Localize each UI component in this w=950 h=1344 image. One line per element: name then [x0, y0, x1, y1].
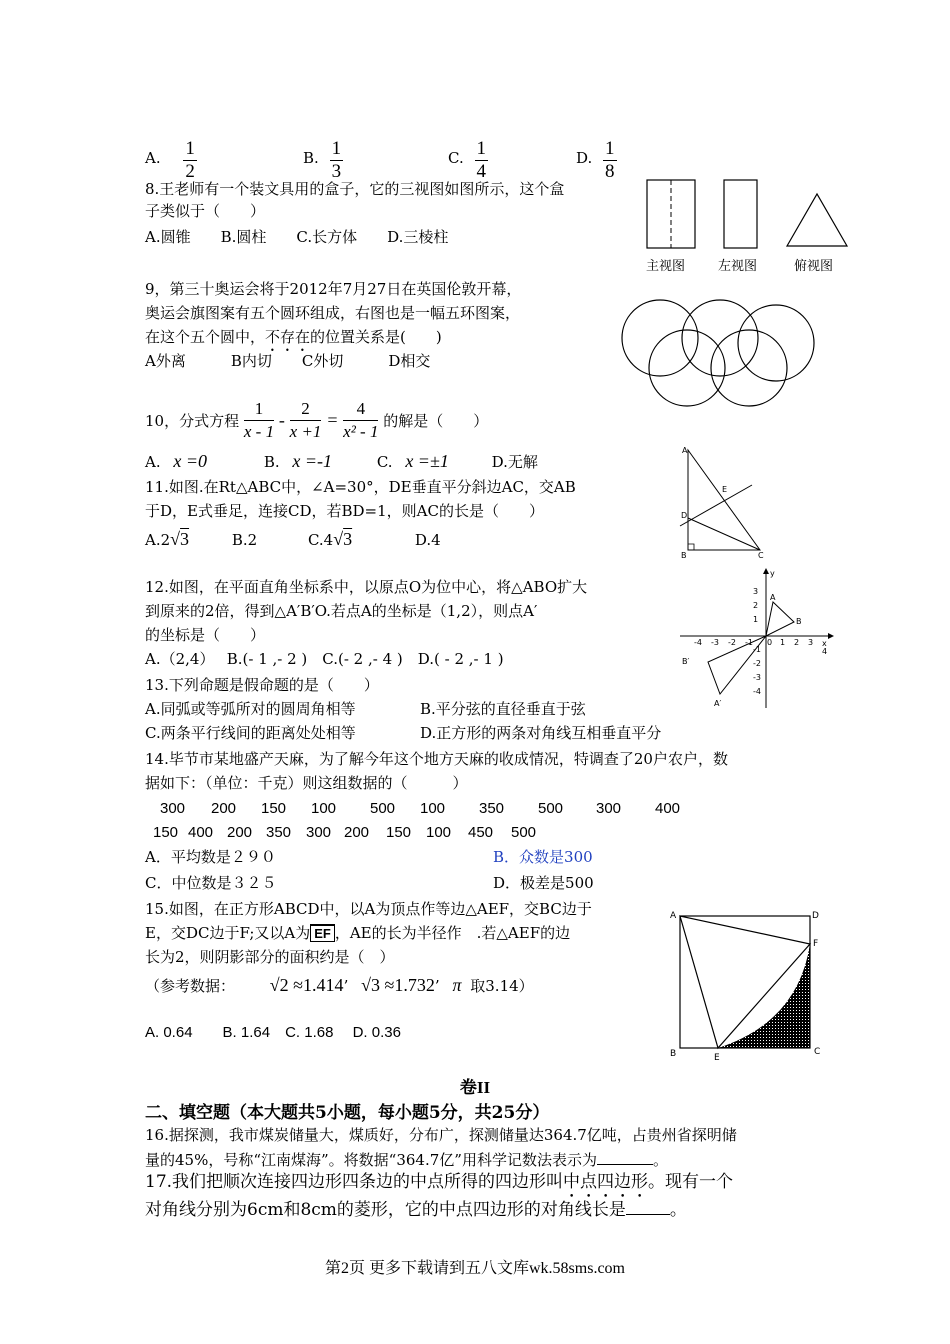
ring-bottom-left — [649, 330, 725, 406]
q17-line2 — [145, 1196, 687, 1222]
q15-reference-pi: π — [452, 975, 462, 995]
label-d: D — [681, 511, 688, 520]
q11-line1: 11.如图.在Rt△ABC中，∠A=30°，DE垂直平分斜边AC，交AB — [145, 478, 576, 496]
ring-top-right — [738, 305, 814, 381]
q10-option-a-label: A. — [145, 453, 161, 471]
q7-option-b-label: B. — [303, 149, 319, 167]
q14-line1: 14.毕节市某地盛产天麻，为了解今年这个地方天麻的收成情况，特调查了20户农户，数 — [145, 750, 728, 768]
q11-option-b: B.2 — [231, 531, 258, 549]
label-b: B — [681, 551, 687, 560]
data-value: 200 — [211, 800, 237, 817]
data-value: 150 — [386, 824, 412, 841]
page-footer: 第2页 更多下载请到五八文库wk.58sms.com — [324, 1260, 625, 1277]
q16-line2-end: 。 — [652, 1151, 668, 1169]
q10-minus: - — [278, 410, 285, 430]
q10-option-a-value: x =0 — [173, 451, 208, 471]
q15-options: A. 0.64 B. 1.64 C. 1.68 D. 0.36 — [145, 1024, 401, 1041]
part2-heading: 二、填空题（本大题共5小题，每小题5分，共25分） — [145, 1103, 550, 1123]
q7-option-c — [448, 138, 488, 183]
three-view-figure — [640, 172, 880, 282]
y-axis-arrow — [763, 568, 769, 574]
y-tick: -3 — [753, 673, 761, 682]
q12-line1: 12.如图，在平面直角坐标系中，以原点O为位中心，将△ABO扩大 — [145, 578, 588, 596]
q11-option-a-label: A.2 — [145, 531, 171, 549]
top-view-triangle — [787, 194, 847, 246]
y-tick: -4 — [753, 687, 761, 696]
q13-option-b: B.平分弦的直径垂直于弦 — [420, 700, 586, 718]
q11-option-c-radicand: 3 — [343, 529, 353, 549]
y-tick: 2 — [753, 601, 759, 610]
q12-options: A.（2,4） B.(- 1 ,- 2 ) C.(- 2 ,- 4 ) D.( - 2 ,- 1 ) — [145, 650, 504, 668]
x-tick: 2 — [794, 638, 800, 647]
x-axis-arrow — [828, 633, 834, 639]
q7-option-b — [303, 138, 343, 183]
data-value: 300 — [306, 824, 332, 841]
data-value: 200 — [344, 824, 370, 841]
part2-title: 卷II — [459, 1078, 491, 1097]
q15-line2-start: E，交DC边于F;又以A为 — [145, 924, 311, 942]
q15-line3: 长为2，则阴影部分的面积约是（ ） — [145, 948, 395, 966]
ring-top-middle — [682, 300, 758, 376]
q15-reference: （参考数据： √2 ≈1.414’ √3 ≈1.732’ π 取3.14） — [145, 975, 534, 995]
data-value: 200 — [227, 824, 253, 841]
x-tick: -1 — [745, 638, 753, 647]
q8-options: A.圆锥 B.圆柱 C.长方体 D.三棱柱 — [145, 228, 449, 246]
q7-option-a-fraction: $\frac{1}{2}$ — [185, 138, 195, 182]
x-tick: -2 — [728, 638, 736, 647]
q14-option-b: B．众数是300 — [493, 848, 593, 866]
front-view-label: 主视图 — [646, 259, 686, 274]
data-value: 100 — [426, 824, 452, 841]
data-value: 100 — [311, 800, 337, 817]
q7-option-a — [145, 138, 197, 183]
q16-line2 — [145, 1148, 668, 1171]
q17-line2-end: 。 — [669, 1200, 687, 1220]
q7-option-d-fraction: $\frac{1}{8}$ — [605, 138, 615, 182]
data-value: 500 — [538, 800, 564, 817]
q9-emphasis: 不存在 — [265, 328, 311, 346]
ring-bottom-right — [711, 330, 787, 406]
q12-line2: 到原来的2倍，得到△A′B′O.若点A的坐标是（1,2），则点A′ — [145, 602, 538, 620]
data-value: 100 — [420, 800, 446, 817]
q15-reference-sqrt2: √2 ≈1.414 — [269, 975, 344, 995]
q10-fraction-2: $\frac{2}{x +1}$ — [289, 399, 322, 441]
label-c: C — [758, 551, 764, 560]
q13-option-d: D.正方形的两条对角线互相垂直平分 — [420, 724, 662, 742]
y-tick: 3 — [753, 587, 759, 596]
q17-emphasis: 中点四边形 — [563, 1172, 649, 1192]
data-value: 400 — [188, 824, 214, 841]
q10-prefix: 10，分式方程 — [145, 412, 240, 430]
data-value: 350 — [479, 800, 505, 817]
q11-options — [145, 528, 441, 551]
q8-line1: 8.王老师有一个装文具用的盒子，它的三视图如图所示，这个盒 — [145, 180, 565, 198]
q7-option-c-fraction: $\frac{1}{4}$ — [476, 138, 486, 182]
q11-option-a-radicand: 3 — [180, 529, 190, 549]
right-angle-mark-b — [688, 544, 694, 550]
q10-option-d: D.无解 — [491, 453, 538, 471]
q11-triangle-figure — [672, 440, 772, 560]
label-a: A — [770, 593, 776, 602]
left-view-label: 左视图 — [718, 259, 758, 274]
label-b: B — [670, 1049, 677, 1059]
q10-options — [145, 450, 538, 473]
five-rings-figure — [620, 298, 840, 410]
q13-option-c: C.两条平行线间的距离处处相等 — [145, 724, 356, 742]
q10-option-c-value: x =±1 — [405, 451, 449, 471]
q15-square-figure — [666, 904, 828, 1062]
label-a: A — [682, 446, 688, 455]
label-f: F — [813, 939, 819, 949]
q9-line3-start: 在这个五个圆中， — [145, 328, 266, 346]
q7-option-b-fraction: $\frac{1}{3}$ — [331, 138, 342, 182]
q11-option-d: D.4 — [414, 531, 441, 549]
data-value: 150 — [153, 824, 179, 841]
y-tick: -2 — [753, 659, 761, 668]
data-value: 300 — [596, 800, 622, 817]
q7-option-c-label: C. — [448, 149, 464, 167]
q7-option-d-label: D. — [576, 149, 593, 167]
data-value: 500 — [370, 800, 396, 817]
q14-line2: 据如下：（单位：千克）则这组数据的（ ） — [145, 774, 468, 792]
label-a-prime: A′ — [714, 699, 722, 708]
ring-top-left — [622, 300, 698, 376]
q16-line2-text: 量的45%，号称“江南煤海”。将数据“364.7亿”用科学记数法表示为 — [145, 1151, 597, 1169]
q13-option-a: A.同弧或等弧所对的圆周角相等 — [145, 700, 356, 718]
q17-line1-start: 17.我们把顺次连接四边形四条边的中点所得的四边形叫 — [145, 1172, 564, 1192]
perpendicular-bisector-de — [680, 485, 752, 526]
q15-arc-ef: EF — [310, 924, 335, 942]
q14-option-a: A．平均数是２９０ — [145, 848, 276, 866]
q9-line2: 奥运会旗图案有五个圆环组成，右图也是一幅五环图案， — [145, 304, 521, 322]
q10-equation — [145, 398, 488, 448]
q9-line3-end: 的位置关系是( ) — [310, 328, 442, 346]
y-tick: 1 — [753, 615, 759, 624]
q15-line1: 15.如图，在正方形ABCD中，以A为顶点作等边△AEF，交BC边于 — [145, 900, 592, 918]
q17-answer-blank[interactable] — [626, 1196, 670, 1215]
q9-line1: 9，第三十奥运会将于2012年7月27日在英国伦敦开幕， — [145, 280, 522, 298]
q9-options: A外离 B内切 C外切 D相交 — [145, 352, 431, 370]
q15-line2-end: ，AE的长为半径作 .若△AEF的边 — [334, 924, 571, 942]
q15-reference-start: （参考数据： — [145, 977, 236, 995]
y-axis-label: y — [770, 569, 775, 578]
segment-dc — [688, 518, 760, 550]
q10-equals: = — [326, 410, 339, 430]
q17-line1-end: 。现有一个 — [648, 1172, 734, 1192]
q15-reference-sqrt3: √3 ≈1.732 — [361, 975, 435, 995]
triangle-abc — [688, 450, 760, 550]
q10-option-b-label: B. — [263, 453, 280, 471]
origin-label: 0 — [767, 638, 773, 647]
data-value: 500 — [511, 824, 537, 841]
q11-option-c-label: C.4 — [307, 531, 334, 549]
q15-reference-end: 取3.14） — [470, 977, 534, 995]
x-tick: 4 — [822, 647, 828, 656]
label-a: A — [670, 911, 677, 921]
x-tick: 1 — [780, 638, 786, 647]
q15-line2 — [145, 922, 570, 944]
x-tick: -3 — [711, 638, 719, 647]
q11-option-c-radical: √3 — [333, 529, 353, 549]
data-value: 150 — [261, 800, 287, 817]
q7-option-d — [576, 138, 617, 183]
top-view-label: 俯视图 — [794, 259, 834, 274]
data-value: 300 — [160, 800, 186, 817]
q10-fraction-3: $\frac{4}{\text{x² - 1}}$ — [343, 399, 379, 441]
x-axis-label: x — [822, 639, 827, 648]
data-value: 450 — [468, 824, 494, 841]
triangle-abo — [766, 602, 794, 636]
q11-line2: 于D，E式垂足，连接CD，若BD=1，则AC的长是（ ） — [145, 502, 544, 520]
label-e: E — [714, 1053, 720, 1062]
data-value: 350 — [266, 824, 292, 841]
q11-option-a-radical: √3 — [170, 529, 190, 549]
q7-option-a-label: A. — [145, 149, 161, 167]
x-tick: 3 — [808, 638, 814, 647]
q10-option-b-value: x =-1 — [292, 451, 333, 471]
q14-option-c: C．中位数是３２５ — [145, 874, 277, 892]
label-b: B — [796, 617, 802, 626]
left-view-rect — [724, 180, 757, 248]
q8-line2: 子类似于（ ） — [145, 202, 266, 220]
data-value: 400 — [655, 800, 681, 817]
y-tick: -1 — [753, 645, 761, 654]
q16-line1: 16.据探测，我市煤炭储量大，煤质好，分布广，探测储量达364.7亿吨，占贵州省探明储 — [145, 1126, 737, 1144]
label-e: E — [722, 485, 728, 494]
q10-fraction-1: $\frac{1}{x - 1}$ — [243, 399, 275, 441]
q12-line3: 的坐标是（ ） — [145, 626, 266, 644]
q10-suffix: 的解是（ ） — [383, 412, 489, 430]
q16-answer-blank[interactable] — [597, 1148, 653, 1165]
q12-coordinate-figure — [672, 566, 840, 714]
label-b-prime: B′ — [682, 657, 690, 666]
q13-line1: 13.下列命题是假命题的是（ ） — [145, 676, 379, 694]
label-d: D — [812, 911, 819, 921]
x-tick: -4 — [694, 638, 702, 647]
q14-option-d: D．极差是500 — [493, 874, 594, 892]
label-c: C — [814, 1047, 821, 1057]
q10-option-c-label: C. — [376, 453, 393, 471]
q17-line2-text: 对角线分别为6cm和8cm的菱形，它的中点四边形的对角线长是 — [145, 1200, 626, 1220]
